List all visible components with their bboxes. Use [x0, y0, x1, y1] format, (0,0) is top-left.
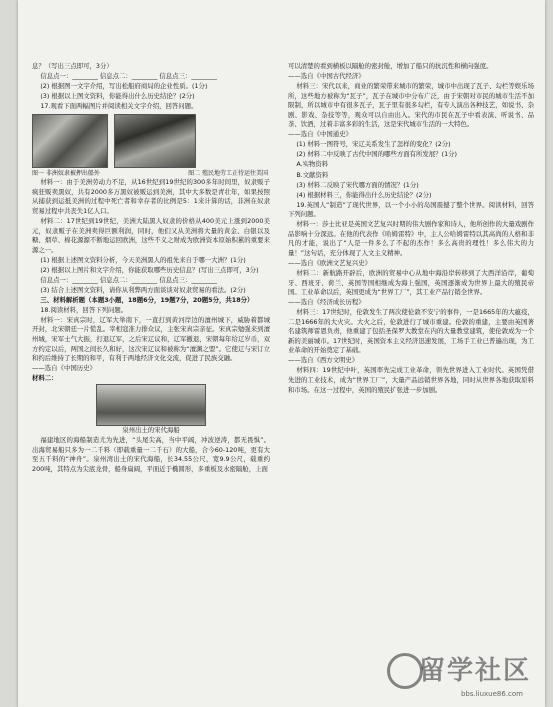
watermark-logo-icon	[387, 653, 423, 689]
r-question-4: (4) 根据材料三，你能得出什么历史结论？(2分)	[296, 190, 432, 199]
r-question-3: (3) 材料二反映了宋代哪方面的情况？(1分)	[296, 180, 419, 189]
left-column	[32, 62, 270, 475]
exam-page	[18, 0, 545, 707]
figure-2-image	[114, 114, 196, 168]
sub-question-1: (1) 根据上述图文资料分析，今天美洲黑人的祖先来自于哪一大洲？(1分)	[40, 255, 246, 264]
info-fill-2: (3) 根据以上图文资料，你能得出什么历史结论？(2分)	[40, 92, 195, 101]
material-1-song: 材料一：宋真宗时，辽军大举南下，一直打到黄河岸边的澶州城下，威胁着都城开封，北宋朝廷一片慌乱。宰相寇准力排众议，主张宋真宗亲征。宋真宗勉强来到澶州城，宋军士气大振，打退辽军，之后宋辽议和，辽军撤退，宋朝每年给辽岁币，双方约定以后，两国之间长久和好，这次宋辽议和被称为“澶渊之盟”。它使辽与宋订立和约后维持了长期的和平，有利于两地经济文化交流，促进了民族交融。	[32, 315, 270, 363]
r-material-1: 材料一：莎士比亚是英国文艺复兴时期的伟大剧作家和诗人，他所创作的大量戏剧作品影响十分深远。在他的代表作《哈姆雷特》中，主人公哈姆雷特以其高尚的人格和非凡的才能，说出了“人是一件多么了不起的杰作！多么高贵的理性！多么伟大的力量！”这句话，充分体现了人文主义精神。	[288, 220, 534, 257]
material-2-label: 材料二：	[32, 374, 58, 383]
source-6: ——选自《西方文明史》	[288, 356, 359, 365]
source-5: ——选自《经济成长历程》	[288, 298, 365, 307]
figure-2-caption: 图二 殖民地劳工正待运往美国	[188, 169, 268, 177]
question-1: (2) 根据图一文字介绍，写出松船府商局的企业性质。(1分)	[40, 82, 208, 91]
r-material-4: 材料四：19世纪中叶，英国率先完成工业革命，领先世界进入工业时代。英国凭借先进的工业技术，成为“世界工厂”，大量产品远销世界各地，同时从世界各地获取原料和市场。在这一过程中，英国的殖民扩张进一步加剧。	[288, 366, 534, 394]
r-question-1: (1) 材料一图符号，宋辽关系发生了怎样的变化？(2分)	[296, 140, 451, 149]
figure-3-caption: 泉州出土的宋代海船	[122, 426, 180, 435]
sub-question-3: (3) 结合上述图文资料，请你从利弊两方面谈谈对奴隶贸易的看法。(2分)	[40, 285, 246, 294]
option-a: A.实物资料	[296, 160, 329, 169]
material-3: 材料三：宋代以来，商业的繁荣带来城市的繁荣，城市中出现了瓦子、勾栏等娱乐场所，这些地方被称为“瓦子”，瓦子在城市中分布广泛，由于宋朝对市民的城市生活不加限制，所以城市中有很多瓦子，瓦子里有很多勾栏，有专人演出各种技艺，如说书、杂剧、影戏、杂技等等，观众可以自由出入。宋代的市民在瓦子中看表演、听说书、品茶、饮酒，过着丰富多彩的生活，这是宋代城市生活的一大特色。	[288, 82, 534, 129]
question-19: 19.英国人“制造”了现代世界，以一个小小的岛国震撼了整个世界。阅读材料，回答下列问题。	[288, 200, 534, 219]
material-2-text: 福建地区的海船制造尤为先进，“头尾尖高，当中平阔，冲波逆涛，都无畏惧”。出海贸易船只多为一二千料（即载重量一二千石）的大船，合今60-120吨，更有大至五千料的“神舟”。泉州湾出土的宋代海船，长34.55公尺，宽9.9公尺，载重约200吨，其特点为尖底龙骨，船身扁阔，平面近于椭圆形，多重板及水密隔舱，上面	[32, 436, 270, 473]
material-1: 材料一：由于美洲劳动力不足，从16世纪到19世纪的300多年时间里，奴隶贩子疯狂贩卖黑奴，共有2000多万黑奴被贩运到美洲，其中大多数是青壮年，如果按照从捕获到运抵美洲的过程中死亡者和幸存者的比例是5：1来计算的话，非洲在奴隶贸易过程中共丧失1亿人口。	[32, 178, 270, 215]
info-fill-1: 信息点一：________ 信息点二：________ 信息点三：________	[40, 72, 217, 81]
r-material-3: 材料三：17世纪时，伦敦发生了两次使伦敦不安宁的事件，一是1665年的大瘟疫，二是1666年的大火灾。大火之后，伦敦进行了城市重建。伦敦的重建，主要由英国著名建筑师雷恩负责，他重建了包括圣保罗大教堂在内的大量教堂建筑，使伦敦成为一个新的美丽城市。17世纪时，英国资本主义经济迅速发展，工场手工业已普遍出现，为工业革命的开始奠定了基础。	[288, 308, 534, 355]
right-column	[288, 62, 534, 396]
question-18: 18.阅读材料，回答下列问题。	[40, 305, 128, 314]
material-2: 材料二：17世纪到19世纪，美洲大陆黑人奴隶的价格从400美元上涨到2000美元，奴隶贩子在美洲卖得巨额利润，同时，他们又从美洲将大量的黄金、白银以及糖、烟草、棉花源源不断地运回欧洲，这些不义之财成为欧洲资本原始积累的重要来源之一。	[32, 216, 270, 254]
section-three-title: 三、材料解析题（本题3小题，18题6分，19题7分，20题5分，共18分）	[40, 295, 254, 304]
option-b: B.文献资料	[296, 170, 329, 179]
figure-1-caption: 图一 非洲奴隶被押出船外	[32, 169, 100, 177]
site-watermark	[387, 649, 537, 701]
r-question-2: (2) 材料二中反映了古代中国的哪些方面有所发展？(1分)	[296, 150, 458, 159]
info-fill-3: 信息点一：________ 信息点二：________ 信息点三：________	[40, 275, 217, 284]
figure-1-image	[32, 114, 108, 168]
source-1: ——选自《中国历史》	[32, 364, 96, 373]
source-4: ——选自《欧洲文艺复兴史》	[288, 258, 372, 267]
sub-question-2: (2) 根据以上图片和文字介绍，你能获取哪些历史信息？(写出三点即可，3分)	[40, 265, 259, 274]
source-3: ——选自《中国通史》	[288, 130, 352, 139]
figure-3-image	[96, 384, 206, 426]
left-line-1: 息？（写出三点即可，3分）	[32, 62, 113, 70]
figures-block	[32, 114, 270, 179]
watermark-url: bbs.liuxue86.com	[460, 690, 523, 698]
source-2: ——选自《中国古代经济》	[288, 72, 365, 81]
watermark-text: 留学社区	[418, 656, 531, 686]
r-material-2: 材料二：新航路开辟后，欧洲的贸易中心从地中海沿岸转移到了大西洋沿岸，葡萄牙、西班牙、荷兰、英国等国相继成为海上强国，英国逐渐成为世界上最大的殖民帝国。工业革命以后，英国更成为“世界工厂”，其工业产品行销全世界。	[288, 268, 534, 297]
question-2: 17.观看下面两幅图片并阅读相关文字介绍，回答问题。	[40, 102, 198, 111]
right-line-1: 可以清楚的看到横板以隔舱的密封舱，增加了船只的抗沉性和横向强度。	[288, 62, 493, 70]
